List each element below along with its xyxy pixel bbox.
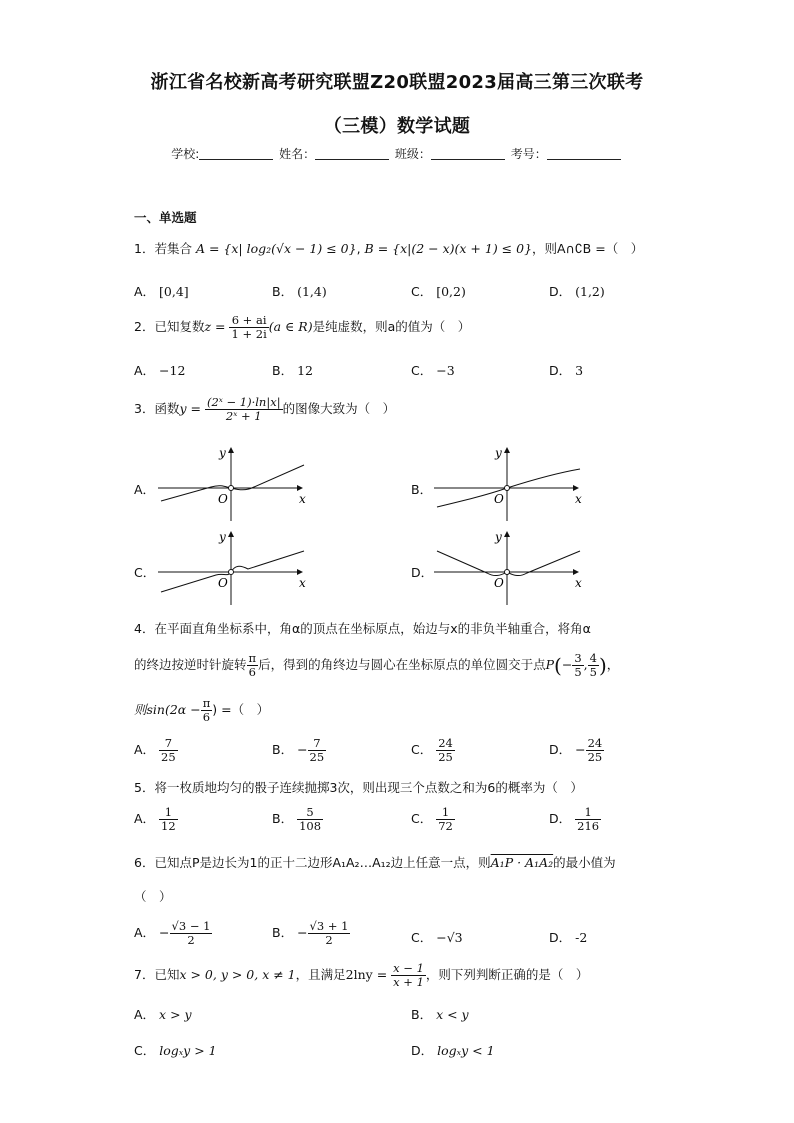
x-axis-label: x xyxy=(575,492,582,506)
q3-prefix: 3．函数 xyxy=(134,401,180,417)
q1-set-b: B = {x|(2 − x)(x + 1) ≤ 0} xyxy=(364,241,533,256)
question-6-line1: 6．已知点P是边长为1的正十二边形A₁A₂…A₁₂边上任意一点，则A₁P · A₁A₂的最小值为 xyxy=(134,855,616,870)
q1-option-b[interactable]: B． (1,4) xyxy=(272,284,327,299)
origin-label: O xyxy=(218,576,228,590)
y-axis-label: y xyxy=(495,446,502,460)
q4-option-d[interactable]: D． − $\frac{24}{25}$ xyxy=(549,736,603,765)
vector-expression: A₁P · A₁A₂ xyxy=(490,855,554,870)
section-heading: 一、单选题 xyxy=(134,210,197,225)
class-blank[interactable] xyxy=(431,147,505,160)
x-axis-label: x xyxy=(299,576,306,590)
q1-set-a: A = {x| log₂(√x − 1) ≤ 0} xyxy=(195,241,357,256)
question-4-line3: 则sin(2α − $\frac{\pi}{6}$ ) =（ ） xyxy=(134,696,270,725)
y-axis-label: y xyxy=(219,446,226,460)
question-1: 1．若集合 A = {x| log₂(√x − 1) ≤ 0}, B = {x|(2 − x)(x + 1) ≤ 0}，则A∩∁B =（ ） xyxy=(134,241,644,256)
school-label: 学校: xyxy=(171,147,200,161)
origin-label: O xyxy=(218,492,228,506)
q6-option-d[interactable]: D． -2 xyxy=(549,930,588,945)
q2-cond: (a ∈ R) xyxy=(268,319,313,335)
q5-option-c[interactable]: C． $\frac{1}{72}$ xyxy=(411,805,453,834)
origin-label: O xyxy=(494,492,504,506)
paper-title-line1: 浙江省名校新高考研究联盟Z20联盟2023届高三第三次联考 xyxy=(150,72,644,93)
y-axis-label: y xyxy=(219,530,226,544)
y-axis-label: y xyxy=(495,530,502,544)
q2-option-b[interactable]: B． 12 xyxy=(272,363,313,378)
q3-graph-b[interactable] xyxy=(432,443,587,523)
q3-graph-c[interactable] xyxy=(156,527,311,607)
q2-option-d[interactable]: D． 3 xyxy=(549,363,584,378)
origin-label: O xyxy=(494,576,504,590)
q4-option-c[interactable]: C． $\frac{24}{25}$ xyxy=(411,736,453,765)
q1-option-c[interactable]: C． [0,2) xyxy=(411,284,466,299)
q7-option-b[interactable]: B． x < y xyxy=(411,1007,469,1022)
question-6-line2: （ ） xyxy=(134,889,172,904)
q3-y: y = xyxy=(179,401,201,417)
q3-suffix: 的图像大致为（ ） xyxy=(282,401,396,417)
q1-option-a[interactable]: A． [0,4] xyxy=(134,284,189,299)
school-blank[interactable] xyxy=(199,147,273,160)
q3-option-a-label[interactable]: A． xyxy=(134,482,156,497)
q1-prefix: 1．若集合 xyxy=(134,241,192,256)
question-2 xyxy=(134,314,470,341)
q7-option-a[interactable]: A． x > y xyxy=(134,1007,192,1022)
q6-option-a[interactable]: A． − $\frac{√3 - 1}{2}$ xyxy=(134,919,211,948)
paper-title-line2: （三模）数学试题 xyxy=(323,116,471,137)
q6-option-b[interactable]: B． − $\frac{√3 + 1}{2}$ xyxy=(272,919,349,948)
x-axis-label: x xyxy=(299,492,306,506)
q3-option-c-label[interactable]: C． xyxy=(134,565,156,580)
q3-option-d-label[interactable]: D． xyxy=(411,565,434,580)
q3-option-b-label[interactable]: B． xyxy=(411,482,433,497)
q7-option-c[interactable]: C． logₓy > 1 xyxy=(134,1043,217,1058)
q3-graph-a[interactable] xyxy=(156,443,311,523)
q6-option-c[interactable]: C． −√3 xyxy=(411,930,463,945)
name-blank[interactable] xyxy=(315,147,389,160)
q2-option-c[interactable]: C． −3 xyxy=(411,363,455,378)
exam-number-label: 考号： xyxy=(510,147,547,161)
q5-option-b[interactable]: B． $\frac{5}{108}$ xyxy=(272,805,322,834)
q3-fraction: $\frac{\text{(2ˣ − 1)·ln|x|}}{\text{2ˣ + 1}}$ xyxy=(206,395,281,424)
q7-option-d[interactable]: D． logₓy < 1 xyxy=(411,1043,495,1058)
exam-number-blank[interactable] xyxy=(547,147,621,160)
q1-suffix: ，则A∩∁B =（ ） xyxy=(532,241,644,256)
q2-prefix: 2．已知复数 xyxy=(134,319,205,335)
question-7: 7．已知x > 0, y > 0, x ≠ 1，且满足2lny = $\frac{x - 1}{x + 1}$ ，则下列判断正确的是（ ） xyxy=(134,961,589,990)
question-4-line1: 4．在平面直角坐标系中，角α的顶点在坐标原点，始边与x的非负半轴重合，将角α xyxy=(134,621,591,636)
q2-z: z = xyxy=(204,319,226,335)
q5-option-d[interactable]: D． $\frac{1}{216}$ xyxy=(549,805,600,834)
q4-option-a[interactable]: A． $\frac{7}{25}$ xyxy=(134,736,176,765)
name-label: 姓名： xyxy=(279,147,316,161)
question-4-line2: 的终边按逆时针旋转 $\frac{\pi}{6}$ 后，得到的角终边与圆心在坐标原点的单位圆交于点P(− $\frac{3}{5}$ , $\frac{4}{5}$ )， xyxy=(134,651,620,680)
q3-graph-d[interactable] xyxy=(432,527,587,607)
q1-option-d[interactable]: D． (1,2) xyxy=(549,284,605,299)
q2-suffix: 是纯虚数，则a的值为（ ） xyxy=(312,319,471,335)
x-axis-label: x xyxy=(575,576,582,590)
q2-option-a[interactable]: A． −12 xyxy=(134,363,186,378)
class-label: 班级： xyxy=(394,147,431,161)
question-3 xyxy=(134,396,395,423)
q2-fraction: $\frac{6 + ai}{1 + 2i}$ xyxy=(231,313,267,342)
q4-option-b[interactable]: B． − $\frac{7}{25}$ xyxy=(272,736,325,765)
q5-option-a[interactable]: A． $\frac{1}{12}$ xyxy=(134,805,176,834)
question-5: 5．将一枚质地均匀的骰子连续抛掷3次，则出现三个点数之和为6的概率为（ ） xyxy=(134,780,583,795)
student-info-row xyxy=(0,145,794,162)
